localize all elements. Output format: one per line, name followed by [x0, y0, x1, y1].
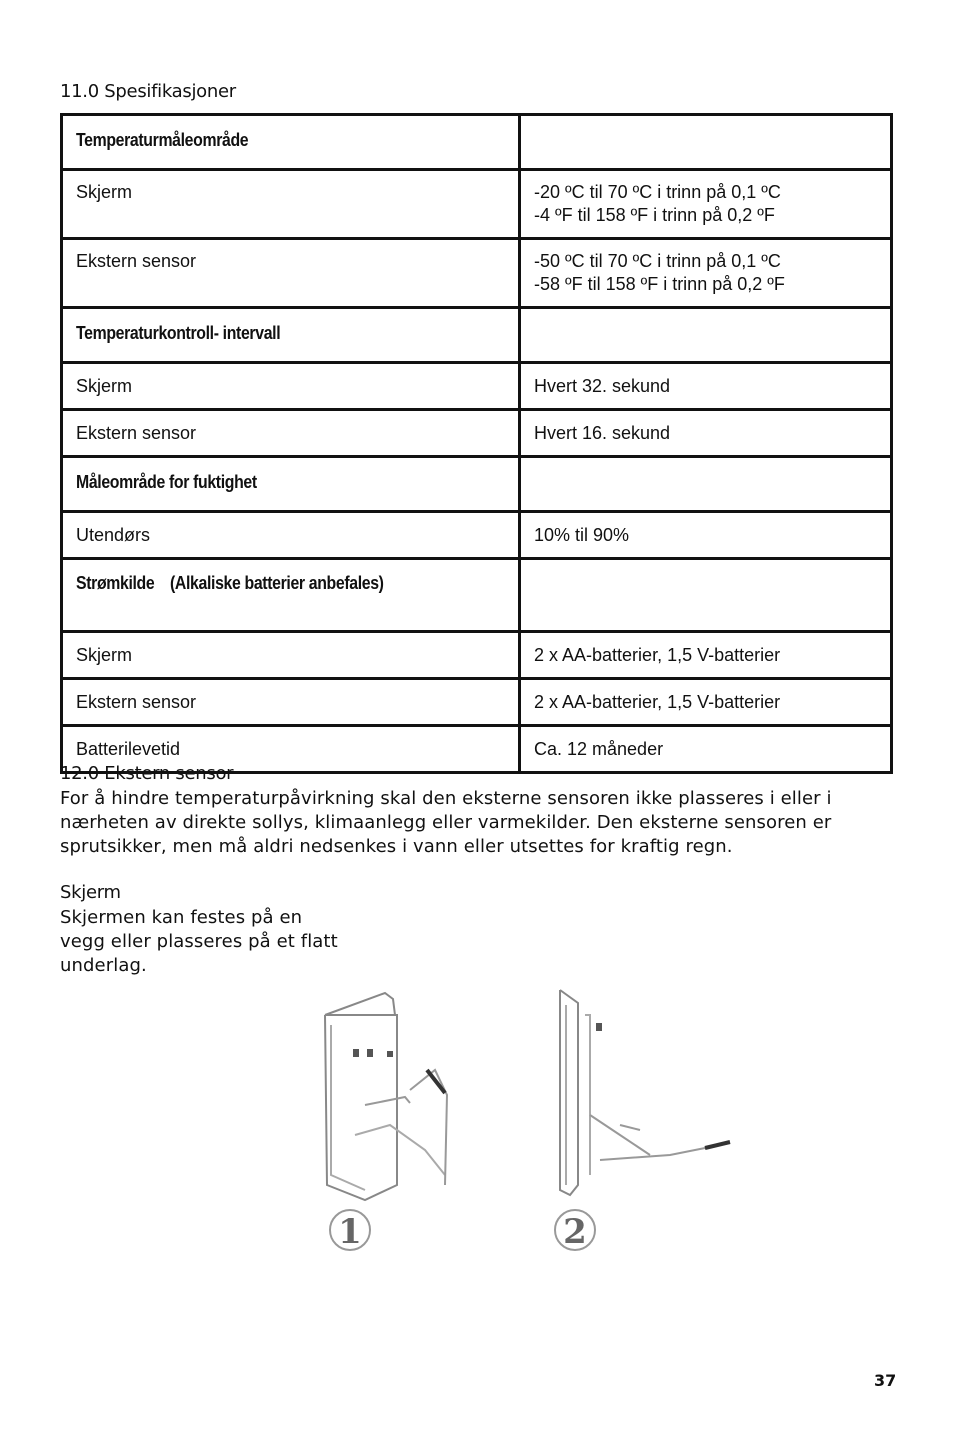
- table-cell-label: Strømkilde (Alkaliske batterier anbefales): [62, 559, 520, 632]
- table-cell-label: Skjerm: [62, 363, 520, 410]
- table-cell-value: 10% til 90%: [520, 512, 892, 559]
- table-cell-label: Batterilevetid: [62, 726, 520, 773]
- table-cell-value: 2 x AA-batterier, 1,5 V-batterier: [520, 632, 892, 679]
- table-cell-value: [520, 115, 892, 170]
- figure-1-label: 1: [338, 1212, 362, 1252]
- table-cell-label: Ekstern sensor: [62, 679, 520, 726]
- table-cell-label: Temperaturkontroll- intervall: [62, 308, 520, 363]
- stand-illustration: [530, 985, 745, 1275]
- figure-2-label: 2: [563, 1212, 587, 1252]
- table-cell-label: Skjerm: [62, 170, 520, 239]
- table-cell-value: [520, 457, 892, 512]
- table-cell-label: Utendørs: [62, 512, 520, 559]
- section-12-heading: 12.0 Ekstern sensor: [60, 763, 234, 784]
- table-row: [62, 115, 892, 170]
- table-row: [62, 410, 892, 457]
- table-row: [62, 239, 892, 308]
- table-cell-value: [520, 308, 892, 363]
- table-cell-value: 2 x AA-batterier, 1,5 V-batterier: [520, 679, 892, 726]
- table-cell-label: Ekstern sensor: [62, 239, 520, 308]
- table-row: [62, 363, 892, 410]
- table-cell-value: Ca. 12 måneder: [520, 726, 892, 773]
- table-row: [62, 679, 892, 726]
- page-number: 37: [874, 1371, 897, 1390]
- table-cell-value: [520, 170, 892, 239]
- range-celsius: -20 ºC til 70 ºC i trinn på 0,1 ºC: [534, 182, 781, 202]
- wall-mount-illustration: [315, 985, 465, 1275]
- table-cell-label: Måleområde for fuktighet: [62, 457, 520, 512]
- table-cell-label: Skjerm: [62, 632, 520, 679]
- range-fahrenheit: -4 ºF til 158 ºF i trinn på 0,2 ºF: [534, 205, 775, 225]
- range-fahrenheit: -58 ºF til 158 ºF i trinn på 0,2 ºF: [534, 274, 785, 294]
- section-11-heading: 11.0 Spesifikasjoner: [60, 81, 236, 102]
- table-row: [62, 512, 892, 559]
- range-celsius: -50 ºC til 70 ºC i trinn på 0,1 ºC: [534, 251, 781, 271]
- table-row: [62, 559, 892, 632]
- specifications-table: [60, 113, 893, 774]
- table-cell-label: Temperaturmåleområde: [62, 115, 520, 170]
- table-cell-value: Hvert 16. sekund: [520, 410, 892, 457]
- table-cell-value: [520, 559, 892, 632]
- table-row: [62, 308, 892, 363]
- table-cell-label: Ekstern sensor: [62, 410, 520, 457]
- screen-heading: Skjerm: [60, 882, 121, 903]
- table-row: [62, 632, 892, 679]
- table-cell-value: Hvert 32. sekund: [520, 363, 892, 410]
- table-row: [62, 170, 892, 239]
- sensor-paragraph: For å hindre temperaturpåvirkning skal den eksterne sensoren ikke plasseres i eller i nærheten av direkte sollys, klimaanlegg eller varmekilder. Den eksterne sensoren er sprutsikker, men må aldri nedsenkes i vann eller utsettes for kraftig regn.: [60, 788, 832, 857]
- table-cell-value: [520, 239, 892, 308]
- table-row: [62, 457, 892, 512]
- screen-paragraph: Skjermen kan festes på en vegg eller plasseres på et flatt underlag.: [60, 907, 338, 976]
